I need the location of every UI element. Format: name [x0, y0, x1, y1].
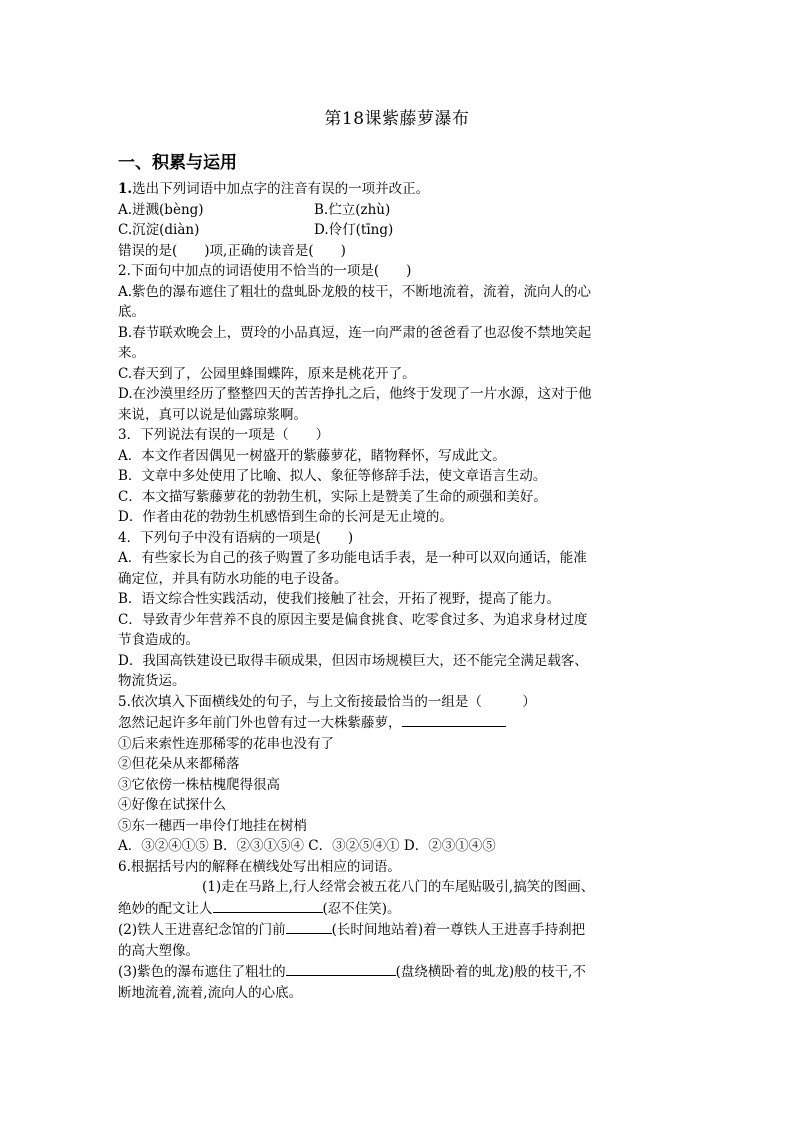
- q6-s2-prefix: (2)铁人王进喜纪念馆的门前: [118, 922, 286, 938]
- q6-s1-prefix: 绝妙的配文让人: [118, 900, 213, 917]
- q6-s3-suffix: (盘绕横卧着的虬龙)般的枝干,不: [395, 964, 586, 980]
- q4-option-c-line1: C．导致青少年营养不良的原因主要是偏食挑食、吃零食过多、为追求身材过度: [118, 611, 588, 628]
- q4-option-a-line2: 确定位，并具有防水功能的电子设备。: [118, 570, 348, 587]
- q1-options-row2: [118, 220, 678, 241]
- q4-option-d-line1: D．我国高铁建设已取得丰硕成果，但因市场规模巨大，还不能完全满足载客、: [118, 652, 588, 669]
- q2-option-b-line2: 来。: [118, 345, 145, 361]
- q6-sentence-3-line2: 断地流着,流着,流向人的心底。: [118, 984, 303, 1001]
- q2-option-b-line1: B.春节联欢晚会上，贾玲的小品真逗，连一向严肃的爸爸看了也忍俊不禁地笑起: [118, 324, 592, 341]
- q3-option-d: D．作者由花的勃勃生机感悟到生命的长河是无止境的。: [118, 509, 453, 525]
- q6-s3-prefix: (3)紫色的瀑布遮住了粗壮的: [118, 964, 286, 980]
- q3-stem: 3．下列说法有误的一项是（ ）: [118, 427, 330, 443]
- q5-item-5: ⑤东一穗西一串伶仃地挂在树梢: [118, 817, 307, 834]
- page-title: 第18课紫藤萝瀑布: [324, 109, 470, 129]
- q2-option-a-line1: A.紫色的瀑布遮住了粗壮的盘虬卧龙般的枝干，不断地流着，流着，流向人的心: [118, 283, 592, 300]
- q5-context-text: 忽然记起许多年前门外也曾有过一大株紫藤萝，: [118, 715, 402, 731]
- q6-s1-blank[interactable]: [213, 898, 323, 913]
- q5-item-4: ④好像在试探什么: [118, 797, 226, 813]
- section-heading: 一、积累与运用: [118, 153, 237, 173]
- q3-option-c: C．本文描写紫藤萝花的勃勃生机，实际上是赞美了生命的顽强和美好。: [118, 488, 547, 505]
- q1-number: 1.: [118, 181, 133, 197]
- q6-sentence-2-line1: [118, 919, 678, 941]
- q5-item-1: ①后来索性连那稀零的花串也没有了: [118, 735, 334, 752]
- q1-options-row1: [118, 200, 678, 221]
- q5-item-2: ②但花朵从来都稀落: [118, 756, 240, 772]
- q1-option-b: B.伫立(zhù): [314, 201, 391, 218]
- q6-sentence-1-line2: [118, 898, 678, 920]
- q1-option-a: A.迸溅(bèng): [118, 201, 204, 218]
- q1-option-d: D.伶仃(tīng): [314, 222, 394, 238]
- q4-option-c-line2: 节食造成的。: [118, 632, 199, 648]
- q1-option-c: C.沉淀(diàn): [118, 222, 200, 238]
- q1-answer-line: 错误的是( )项,正确的读音是( ): [118, 242, 346, 259]
- q1-stem-text: 选出下列词语中加点字的注音有误的一项并改正。: [132, 181, 430, 197]
- q4-stem: 4．下列句子中没有语病的一项是( ): [118, 529, 354, 546]
- q6-sentence-2-line2: 的高大塑像。: [118, 942, 199, 959]
- q2-option-a-line2: 底。: [118, 304, 145, 320]
- q6-s1-suffix: (忍不住笑)。: [322, 900, 401, 917]
- question-list: [118, 179, 678, 1003]
- q1-stem: [118, 179, 678, 200]
- q6-sentence-1-line1: (1)走在马路上,行人经常会被五花八门的车尾贴吸引,搞笑的图画、: [202, 879, 595, 895]
- q4-option-a-line1: A．有些家长为自己的孩子购置了多功能电话手表，是一种可以双向通话，能准: [118, 550, 587, 566]
- q5-context: [118, 712, 678, 734]
- q3-option-b: B．文章中多处使用了比喻、拟人、象征等修辞手法，使文章语言生动。: [118, 468, 547, 484]
- q6-sentence-3-line1: [118, 961, 678, 983]
- q2-option-d-line1: D.在沙漠里经历了整整四天的苦苦挣扎之后，他终于发现了一片水源，这对于他: [118, 386, 592, 402]
- q2-option-d-line2: 来说，真可以说是仙露琼浆啊。: [118, 406, 307, 423]
- q6-s2-suffix: (长时间地站着)着一尊铁人王进喜手持刹把: [331, 922, 586, 938]
- q5-answer-blank[interactable]: [402, 712, 506, 727]
- q6-stem: 6.根据括号内的解释在横线处写出相应的词语。: [118, 858, 401, 875]
- q6-s3-blank[interactable]: [286, 961, 396, 976]
- q6-s2-blank[interactable]: [286, 919, 332, 934]
- q3-option-a: A．本文作者因偶见一树盛开的紫藤萝花，睹物释怀，写成此文。: [118, 447, 506, 464]
- q5-item-3: ③它依傍一株枯槐爬得很高: [118, 776, 280, 793]
- q4-option-b: B．语文综合性实践活动，使我们接触了社会，开拓了视野，提高了能力。: [118, 591, 560, 607]
- q5-options: A．③②④①⑤ B．②③①⑤④ C．③②⑤④① D．②③①④⑤: [118, 838, 496, 854]
- q2-stem: 2.下面句中加点的词语使用不恰当的一项是( ): [118, 263, 412, 279]
- q5-stem: 5.依次填入下面横线处的句子，与上文衔接最恰当的一组是（ ）: [118, 693, 536, 710]
- q2-option-c: C.春天到了，公园里蜂围蝶阵，原来是桃花开了。: [118, 365, 416, 382]
- q4-option-d-line2: 物流货运。: [118, 673, 186, 689]
